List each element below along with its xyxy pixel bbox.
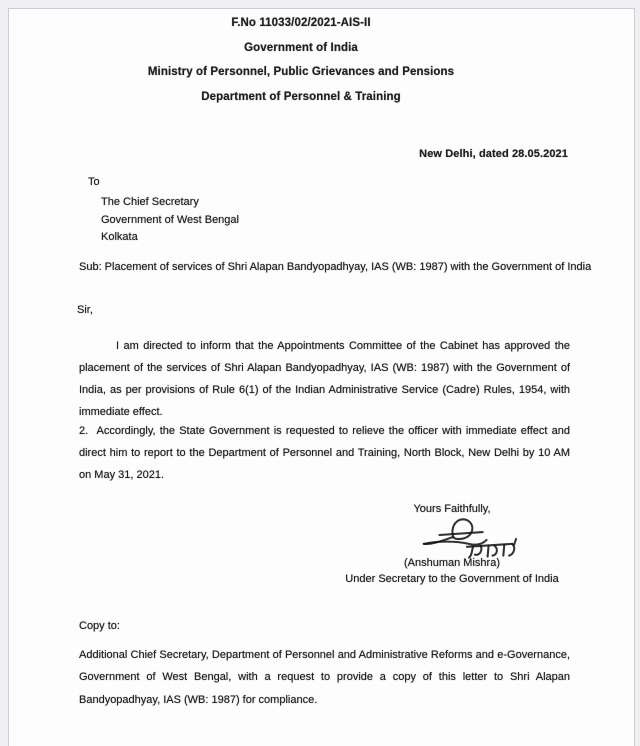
recipient-line: Kolkata [101,231,138,244]
letter-paper [8,8,635,746]
copy-to-label: Copy to: [79,620,120,632]
body-paragraph-2: 2. Accordingly, the State Government is requested to relieve the officer with immediate effect and direct him to report to the Department of Personnel and Training, North Block, New Delhi by 10 AM on May 31, 2021. [79,425,570,481]
government-of-india-line: Government of India [244,41,358,54]
file-number: F.No 11033/02/2021-AIS-II [231,17,371,29]
signatory-name: (Anshuman Mishra) [404,557,500,569]
recipient-address [101,194,239,247]
dateline: New Delhi, dated 28.05.2021 [419,148,568,160]
signatory-title: Under Secretary to the Government of India [345,573,559,585]
department-line: Department of Personnel & Training [201,90,401,103]
handwritten-signature [412,513,520,559]
subject-line: Sub: Placement of services of Shri Alapan Bandyopadhyay, IAS (WB: 1987) with the Government of India [79,261,592,273]
recipient-line: The Chief Secretary [101,196,199,208]
copy-to-text: Additional Chief Secretary, Department of Personnel and Administrative Reforms and e-Governance, Government of West Bengal, with a request to provide a copy of this letter to Shri Alapan Bandyopadhyay, IAS (WB: 1987) for compliance. [79,649,570,706]
letterhead [9,11,593,109]
recipient-to-label: To [88,176,100,188]
valediction: Yours Faithfully, [413,503,491,515]
ministry-line: Ministry of Personnel, Public Grievances and Pensions [147,66,455,79]
signature-scribble-icon [412,513,520,559]
recipient-line: Government of West Bengal [101,213,239,226]
closing-block [286,503,618,599]
salutation: Sir, [77,304,93,316]
body-paragraph-1: I am directed to inform that the Appointments Committee of the Cabinet has approved the placement of the services of Shri Alapan Bandyopadhyay, IAS (WB: 1987) with the Government of India, as per provisions of Rule 6(1) of the Indian Administrative Service (Cadre) Rules, 1954, with immediate effect. [79,340,570,418]
